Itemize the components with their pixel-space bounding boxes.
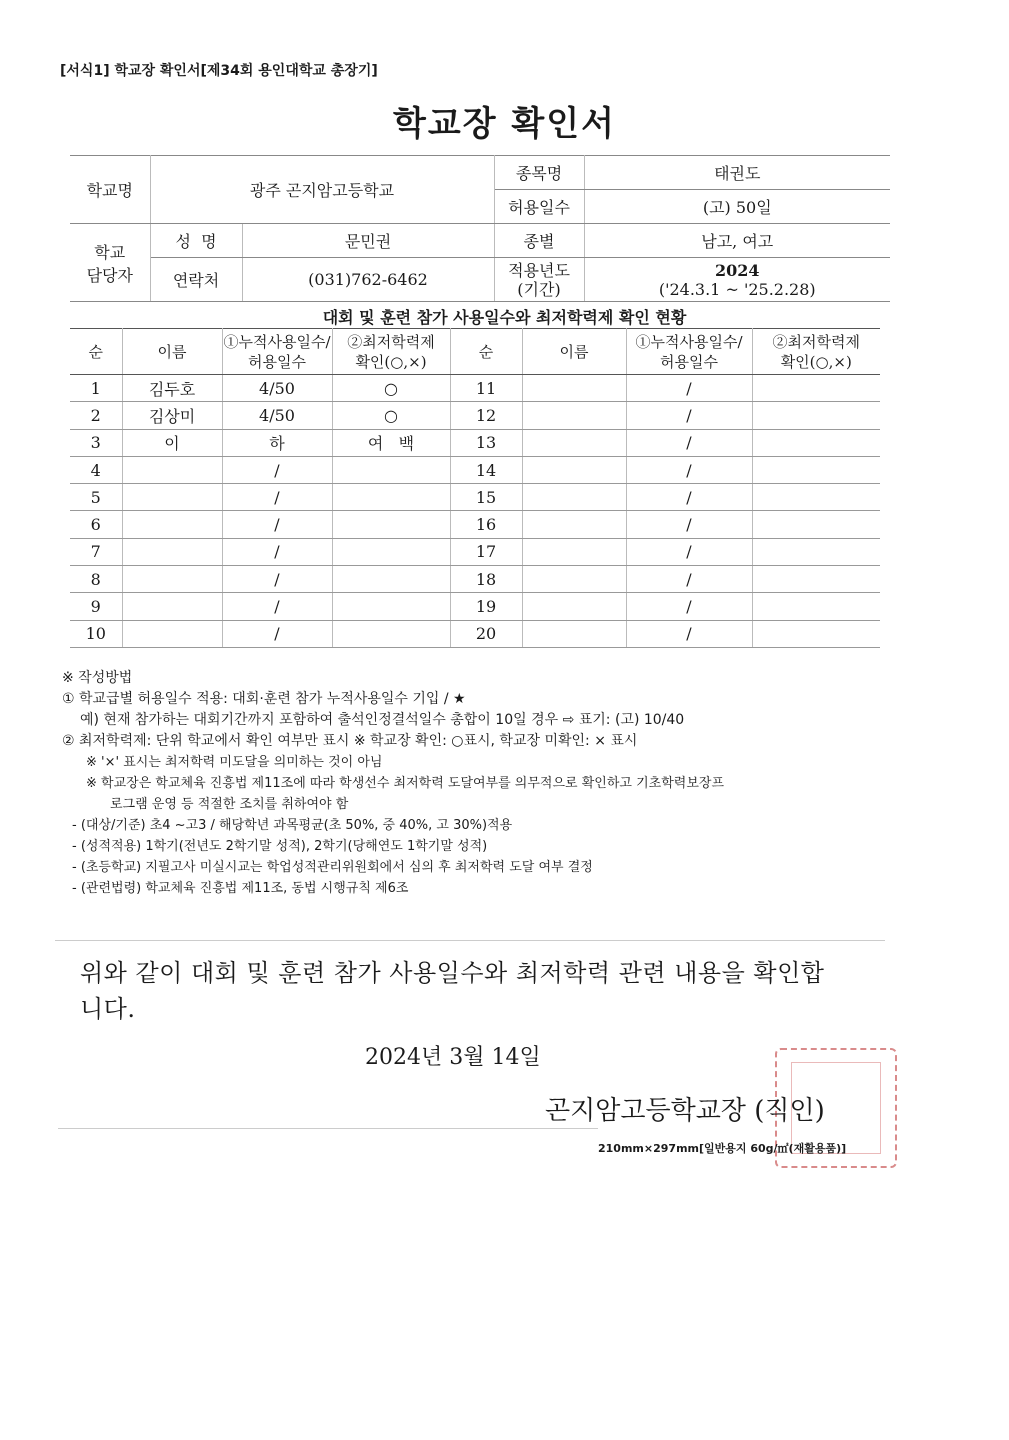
header-min — [332, 329, 450, 375]
manager-name: 문민권 — [242, 224, 494, 258]
confirm-line1: 위와 같이 대회 및 훈련 참가 사용일수와 최저학력 관련 내용을 확인합 — [80, 959, 825, 987]
header-min-right-line1: ②최저학력제 — [772, 332, 860, 351]
row-no-right: 20 — [450, 620, 522, 647]
year-value — [584, 258, 890, 302]
row-no-right: 12 — [450, 402, 522, 429]
row-no-right: 11 — [450, 375, 522, 402]
row-days-right: / — [626, 511, 752, 538]
gender-label: 종별 — [494, 224, 584, 258]
row-no: 3 — [70, 429, 122, 456]
row-no: 9 — [70, 593, 122, 620]
row-min-check-right — [752, 566, 880, 593]
row-name-right — [522, 375, 626, 402]
note-2-b2: 로그램 운영 등 적절한 조치를 취하여야 함 — [110, 797, 349, 812]
writing-instructions — [62, 668, 892, 899]
row-days: / — [222, 593, 332, 620]
row-days: / — [222, 566, 332, 593]
row-min-check-right — [752, 620, 880, 647]
row-name-right — [522, 402, 626, 429]
note-1: ① 학교급별 허용일수 적용: 대회·훈련 참가 누적사용일수 기입 / ★ — [62, 691, 466, 707]
row-name — [122, 456, 222, 483]
confirm-date: 2024년 3월 14일 — [365, 1045, 541, 1070]
row-name — [122, 593, 222, 620]
status-title: 대회 및 훈련 참가 사용일수와 최저학력제 확인 현황 — [322, 308, 687, 327]
header-no-right: 순 — [450, 329, 522, 375]
row-min-check — [332, 593, 450, 620]
row-days: / — [222, 484, 332, 511]
status-row — [70, 566, 880, 593]
row-name-right — [522, 429, 626, 456]
status-table — [70, 328, 880, 648]
row-min-check: ○ — [332, 402, 450, 429]
row-days-right: / — [626, 375, 752, 402]
header-days — [222, 329, 332, 375]
row-name-right — [522, 593, 626, 620]
row-days: 4/50 — [222, 375, 332, 402]
row-min-check-right — [752, 484, 880, 511]
row-days: 하 — [222, 429, 332, 456]
header-min-right-line2: 확인(○,×) — [780, 352, 852, 371]
status-row — [70, 402, 880, 429]
status-body — [70, 375, 880, 648]
document-title: 학교장 확인서 — [393, 104, 616, 144]
principal-signature: 곤지암고등학교장 (직인) — [545, 1096, 825, 1126]
row-no-right: 16 — [450, 511, 522, 538]
row-no: 6 — [70, 511, 122, 538]
contact-value: (031)762-6462 — [242, 258, 494, 302]
row-min-check-right — [752, 402, 880, 429]
manager-label-line1: 학교 — [94, 242, 126, 262]
status-row — [70, 484, 880, 511]
confirmation-statement — [80, 955, 880, 1027]
header-days-right — [626, 329, 752, 375]
divider-bottom — [58, 1128, 598, 1129]
year-label-line1: 적용년도 — [508, 260, 570, 280]
year: 2024 — [714, 260, 760, 280]
row-min-check — [332, 538, 450, 565]
note-2-b1: ※ 학교장은 학교체육 진흥법 제11조에 따라 학생선수 최저학력 도달여부를 의무적으로 확인하고 기초학력보장프 — [86, 776, 725, 791]
status-header-row — [70, 329, 880, 375]
detail-3: - (초등학교) 지필고사 미실시교는 학업성적관리위원회에서 심의 후 최저학력 도달 여부 결정 — [72, 860, 593, 875]
row-no-right: 18 — [450, 566, 522, 593]
row-no: 4 — [70, 456, 122, 483]
row-no: 8 — [70, 566, 122, 593]
header-min-line1: ②최저학력제 — [347, 332, 435, 351]
row-min-check — [332, 456, 450, 483]
school-name: 광주 곤지암고등학교 — [150, 156, 494, 224]
row-no-right: 19 — [450, 593, 522, 620]
event-label: 종목명 — [494, 156, 584, 190]
row-no: 1 — [70, 375, 122, 402]
row-min-check — [332, 511, 450, 538]
row-no: 10 — [70, 620, 122, 647]
row-no-right: 13 — [450, 429, 522, 456]
note-2: ② 최저학력제: 단위 학교에서 확인 여부만 표시 ※ 학교장 확인: ○표시, 학교장 미확인: × 표시 — [62, 733, 638, 749]
year-label — [494, 258, 584, 302]
row-name: 김상미 — [122, 402, 222, 429]
form-label: [서식1] 학교장 확인서[제34회 용인대학교 총장기] — [60, 63, 378, 79]
status-row — [70, 620, 880, 647]
school-info-table — [70, 155, 890, 302]
header-days-right-line1: ①누적사용일수/ — [635, 332, 743, 351]
header-days-line2: 허용일수 — [248, 352, 306, 371]
gender-value: 남고, 여고 — [584, 224, 890, 258]
period: ('24.3.1 ~ '25.2.28) — [658, 279, 816, 299]
note-2-a: ※ '×' 표시는 최저학력 미도달을 의미하는 것이 아님 — [86, 755, 383, 770]
header-name-right: 이름 — [522, 329, 626, 375]
header-min-right — [752, 329, 880, 375]
row-days-right: / — [626, 484, 752, 511]
row-name-right — [522, 484, 626, 511]
row-days: / — [222, 620, 332, 647]
row-min-check — [332, 566, 450, 593]
row-days: / — [222, 538, 332, 565]
event-value: 태권도 — [584, 156, 890, 190]
header-days-line1: ①누적사용일수/ — [223, 332, 331, 351]
row-min-check-right — [752, 429, 880, 456]
row-name — [122, 484, 222, 511]
status-row — [70, 456, 880, 483]
detail-4: - (관련법령) 학교체육 진흥법 제11조, 동법 시행규칙 제6조 — [72, 881, 409, 896]
row-name — [122, 566, 222, 593]
status-row — [70, 429, 880, 456]
detail-1: - (대상/기준) 초4 ~고3 / 해당학년 과목평균(초 50%, 중 40%, 고 30%)적용 — [72, 818, 513, 833]
row-name-right — [522, 538, 626, 565]
row-name-right — [522, 566, 626, 593]
row-days-right: / — [626, 429, 752, 456]
row-min-check — [332, 484, 450, 511]
header-days-right-line2: 허용일수 — [660, 352, 718, 371]
status-row — [70, 375, 880, 402]
manager-label — [70, 224, 150, 302]
row-days-right: / — [626, 593, 752, 620]
row-min-check-right — [752, 511, 880, 538]
row-name-right — [522, 511, 626, 538]
status-row — [70, 593, 880, 620]
row-min-check: ○ — [332, 375, 450, 402]
row-name: 이 — [122, 429, 222, 456]
row-name — [122, 511, 222, 538]
row-min-check — [332, 620, 450, 647]
row-no: 7 — [70, 538, 122, 565]
row-no-right: 15 — [450, 484, 522, 511]
row-min-check-right — [752, 593, 880, 620]
detail-2: - (성적적용) 1학기(전년도 2학기말 성적), 2학기(당해연도 1학기말 성적) — [72, 839, 488, 854]
divider — [55, 940, 885, 941]
year-label-line2: (기간) — [517, 279, 561, 299]
row-name: 김두호 — [122, 375, 222, 402]
allowed-days-value: (고) 50일 — [584, 190, 890, 224]
contact-label: 연락처 — [150, 258, 242, 302]
notes-heading: ※ 작성방법 — [62, 670, 133, 686]
row-name — [122, 620, 222, 647]
row-days-right: / — [626, 566, 752, 593]
school-name-label: 학교명 — [70, 156, 150, 224]
row-name-right — [522, 456, 626, 483]
status-row — [70, 538, 880, 565]
paper-spec: 210mm×297mm[일반용지 60g/㎡(재활용품)] — [598, 1142, 847, 1155]
row-days: / — [222, 511, 332, 538]
row-days-right: / — [626, 538, 752, 565]
row-name — [122, 538, 222, 565]
header-no: 순 — [70, 329, 122, 375]
allowed-days-label: 허용일수 — [494, 190, 584, 224]
row-name-right — [522, 620, 626, 647]
header-min-line2: 확인(○,×) — [355, 352, 427, 371]
row-days-right: / — [626, 620, 752, 647]
name-label: 성 명 — [150, 224, 242, 258]
row-days-right: / — [626, 456, 752, 483]
confirm-line2: 니다. — [80, 995, 136, 1023]
row-no: 5 — [70, 484, 122, 511]
row-days: 4/50 — [222, 402, 332, 429]
note-1-example: 예) 현재 참가하는 대회기간까지 포함하여 출석인정결석일수 총합이 10일 경우 ⇨ 표기: (고) 10/40 — [80, 712, 685, 728]
row-days: / — [222, 456, 332, 483]
header-name: 이름 — [122, 329, 222, 375]
row-no: 2 — [70, 402, 122, 429]
row-min-check: 여 백 — [332, 429, 450, 456]
row-no-right: 14 — [450, 456, 522, 483]
row-min-check-right — [752, 538, 880, 565]
manager-label-line2: 담당자 — [86, 265, 133, 285]
row-min-check-right — [752, 375, 880, 402]
status-row — [70, 511, 880, 538]
row-days-right: / — [626, 402, 752, 429]
row-min-check-right — [752, 456, 880, 483]
row-no-right: 17 — [450, 538, 522, 565]
